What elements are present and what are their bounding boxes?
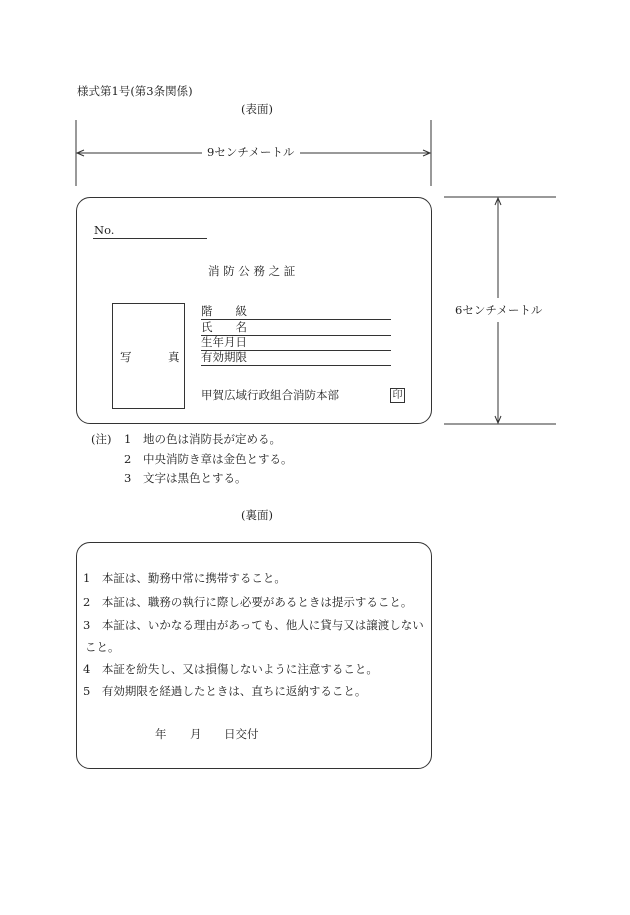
card-title: 消 防 公 務 之 証 [208,264,296,278]
back-item-5: 5 有効期限を経過したときは、直ちに返納すること。 [83,684,367,698]
note-1-num: 1 [124,432,132,446]
front-heading: (表面) [241,102,273,116]
back-heading: (裏面) [241,508,273,522]
note-3-num: 3 [124,471,132,485]
photo-label-right: 真 [168,350,180,364]
field-birthdate: 生年月日 [201,337,391,351]
back-item-3: 3 本証は、いかなる理由があっても、他人に貸与又は譲渡しない [83,618,424,632]
form-title: 様式第1号(第3条関係) [77,84,193,98]
seal-mark: 印 [390,388,405,403]
note-3-text: 文字は黒色とする。 [143,471,247,485]
issue-date-day: 日交付 [224,727,259,741]
back-card [76,542,432,769]
width-label: 9センチメートル [207,145,295,159]
photo-box [112,303,185,409]
issue-date-year: 年 [155,727,167,741]
note-1-text: 地の色は消防長が定める。 [143,432,281,446]
front-card [76,197,432,424]
field-rank: 階 級 [201,306,391,320]
back-item-2: 2 本証は、職務の執行に際し必要があるときは提示すること。 [83,595,413,609]
note-2-text: 中央消防き章は金色とする。 [143,452,293,466]
no-label: No. [94,223,115,237]
back-item-4: 4 本証を紛失し、又は損傷しないように注意すること。 [83,662,378,676]
notes-label: (注) [91,432,112,446]
issuer: 甲賀広域行政組合消防本部 [201,388,339,402]
note-2-num: 2 [124,452,132,466]
height-label: 6センチメートル [455,303,543,317]
field-expiry: 有効期限 [201,352,391,366]
field-name: 氏 名 [201,322,391,336]
back-item-3-cont: こと。 [85,640,120,654]
photo-label-left: 写 [120,350,132,364]
issue-date-month: 月 [190,727,202,741]
back-item-1: 1 本証は、勤務中常に携帯すること。 [83,571,286,585]
no-underline [93,238,207,239]
